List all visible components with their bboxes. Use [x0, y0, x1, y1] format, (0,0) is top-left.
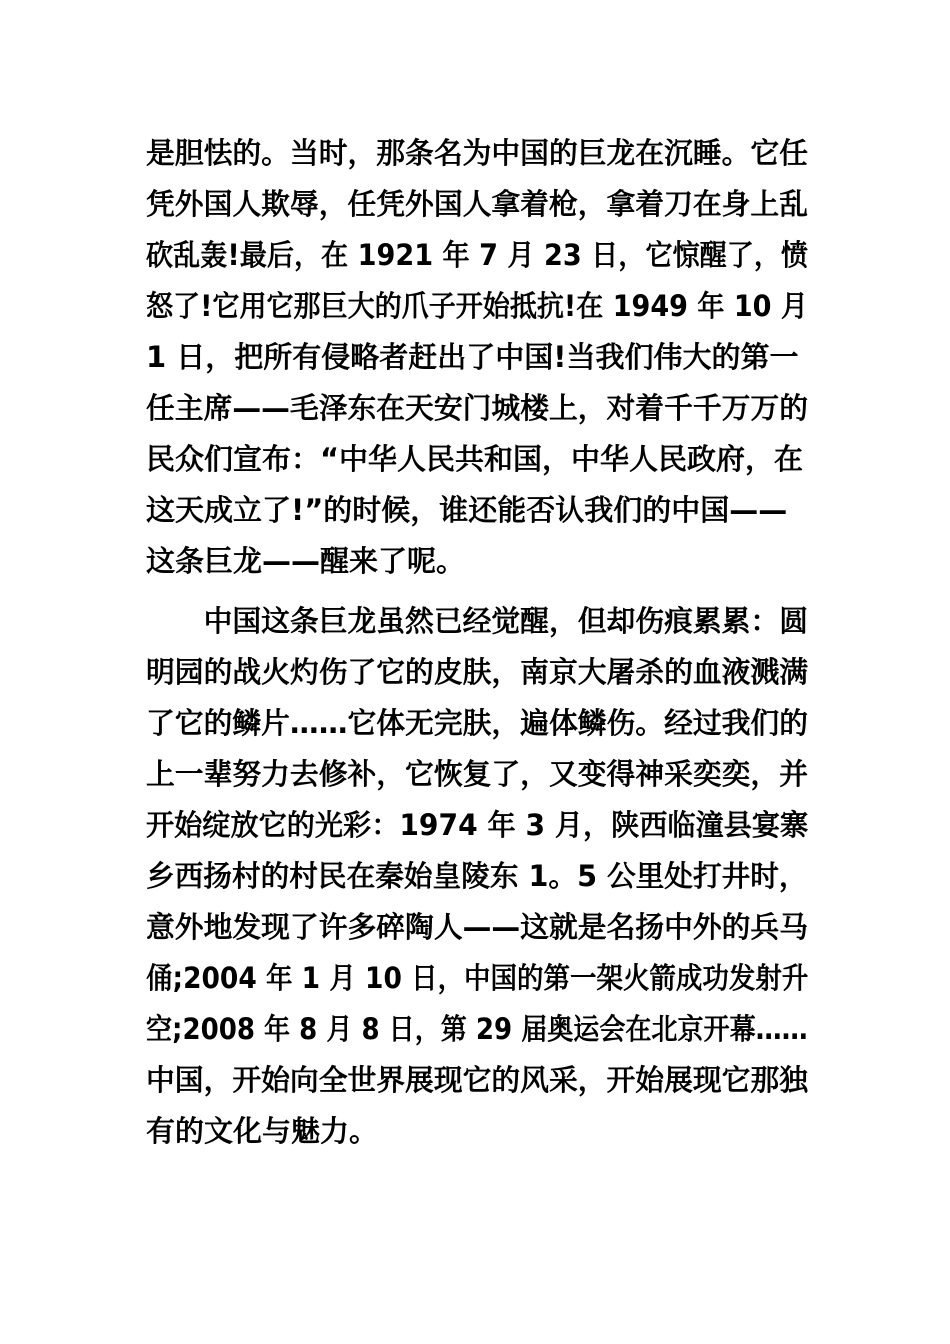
- text-line: 乡西扬村的村民在秦始皇陵东 1。5 公里处打井时，: [146, 859, 808, 893]
- text-line: 1 日，把所有侵略者赶出了中国!当我们伟大的第一: [146, 340, 799, 374]
- text-line: 有的文化与魅力。: [146, 1114, 379, 1148]
- text-line: 中国，开始向全世界展现它的风采，开始展现它那独: [146, 1063, 809, 1097]
- text-line: 任主席——毛泽东在天安门城楼上，对着千千万万的: [146, 391, 809, 425]
- text-line: 空;2008 年 8 月 8 日，第 29 届奥运会在北京开幕……: [146, 1012, 808, 1046]
- text-line: 上一辈努力去修补，它恢复了，又变得神采奕奕，并: [146, 757, 809, 791]
- text-line: 了它的鳞片……它体无完肤，遍体鳞伤。经过我们的: [146, 706, 809, 740]
- text-line: 意外地发现了许多碎陶人——这就是名扬中外的兵马: [146, 910, 809, 944]
- paragraph-2: [146, 596, 808, 1157]
- text-line: 俑;2004 年 1 月 10 日，中国的第一架火箭成功发射升: [146, 961, 809, 995]
- text-line: 凭外国人欺辱，任凭外国人拿着枪，拿着刀在身上乱: [146, 187, 809, 221]
- text-line: 怒了!它用它那巨大的爪子开始抵抗!在 1949 年 10 月: [146, 289, 808, 323]
- text-line: 这天成立了!”的时候，谁还能否认我们的中国——: [146, 493, 788, 527]
- text-line: 这条巨龙——醒来了呢。: [146, 544, 466, 578]
- text-line: 砍乱轰!最后，在 1921 年 7 月 23 日，它惊醒了，愤: [146, 238, 809, 272]
- text-line: 民众们宣布：“中华人民共和国，中华人民政府，在: [146, 442, 804, 476]
- paragraph-1: [146, 128, 808, 587]
- text-line: 中国这条巨龙虽然已经觉醒，但却伤痕累累：圆: [146, 604, 809, 638]
- text-line: 是胆怯的。当时，那条名为中国的巨龙在沉睡。它任: [146, 136, 809, 170]
- text-line: 明园的战火灼伤了它的皮肤，南京大屠杀的血液溅满: [146, 655, 809, 689]
- text-line: 开始绽放它的光彩：1974 年 3 月，陕西临潼县宴寨: [146, 808, 809, 842]
